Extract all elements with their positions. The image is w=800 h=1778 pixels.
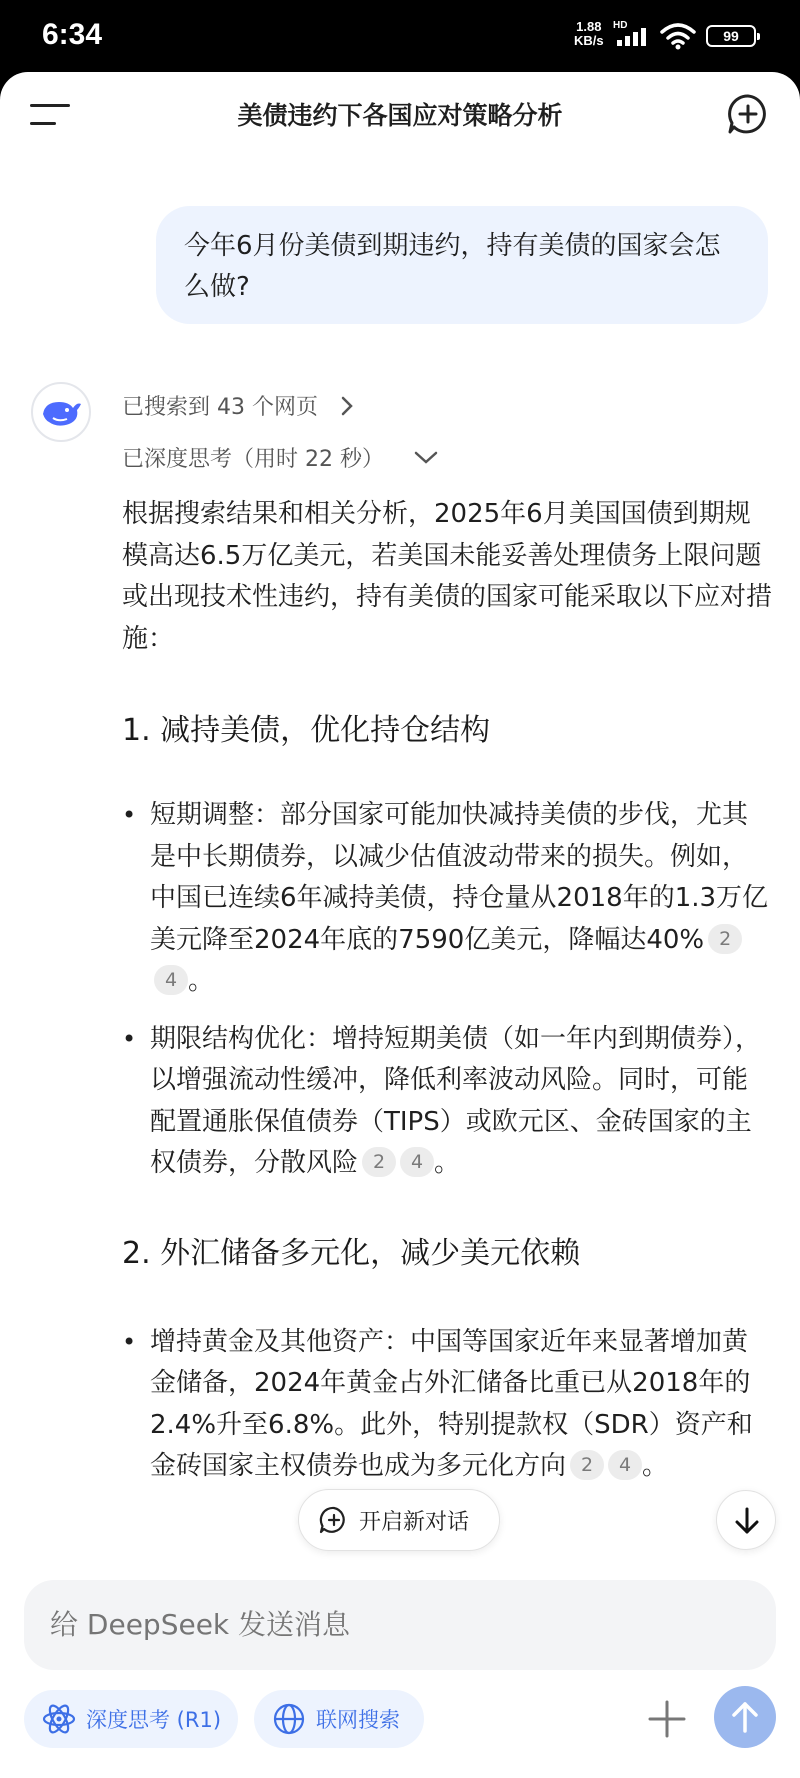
atom-icon [42,1702,76,1736]
think-toggle[interactable] [122,442,439,473]
new-chat-label: 开启新对话 [359,1509,470,1535]
new-chat-button[interactable] [298,1489,500,1551]
list-item: • 短期调整：部分国家可能加快减持美债的步伐，尤其是中长期债券，以减少估值波动带来的损失。例如，中国已连续6年减持美债，持仓量从2018年的1.3万亿美元降至2024年底的7590亿美元，降幅达40% 24 。 [122,795,772,1003]
web-search-toggle[interactable] [254,1690,424,1748]
arrow-up-icon [729,1700,761,1734]
signal-icon [617,28,651,46]
globe-icon [272,1702,306,1736]
battery-icon: 99 [706,25,756,47]
hd-label: HD [613,20,628,31]
web-search-label: 联网搜索 [316,1708,400,1732]
citation-badge[interactable]: 2 [708,924,742,954]
search-results-toggle[interactable] [122,390,355,421]
chat-app [0,72,800,1778]
list-item: • 增持黄金及其他资产：中国等国家近年来显著增加黄金储备，2024年黄金占外汇储备比重已从2018年的2.4%升至6.8%。此外，特别提款权（SDR）资产和金砖国家主权债券也成为多元化方向 2 4 。 [122,1322,772,1488]
list-item: • 期限结构优化：增持短期美债（如一年内到期债券），以增强流动性缓冲，降低利率波动风险。同时，可能配置通胀保值债券（TIPS）或欧元区、金砖国家的主权债券，分散风险 2 4 。 [122,1019,772,1185]
top-bar [0,72,800,162]
page-title: 美债违约下各国应对策略分析 [237,101,563,130]
citation-badge[interactable]: 4 [400,1147,434,1177]
section-heading-2: 2. 外汇储备多元化，减少美元依赖 [122,1235,581,1271]
net-speed-unit: KB/s [574,33,604,48]
answer-intro: 根据搜索结果和相关分析，2025年6月美国国债到期规模高达6.5万亿美元，若美国未能妥善处理债务上限问题或出现技术性违约，持有美债的国家可能采取以下应对措施： [122,499,773,654]
wifi-icon [660,22,696,50]
section-list-1 [122,795,772,1185]
message-input[interactable] [24,1580,776,1670]
deepseek-avatar [31,382,91,442]
plus-icon[interactable] [646,1698,688,1740]
citation-badge[interactable]: 4 [608,1450,642,1480]
deep-think-toggle[interactable] [24,1690,238,1748]
citation-badge[interactable]: 4 [154,965,188,995]
section-list-2 [122,1322,772,1488]
citation-badge[interactable]: 2 [570,1450,604,1480]
user-message-bubble: 今年6月份美债到期违约，持有美债的国家会怎么做? [156,206,768,324]
think-summary: 已深度思考（用时 22 秒） [122,447,384,472]
status-time: 6:34 [42,18,103,51]
status-bar [0,0,800,72]
new-chat-icon [319,1505,349,1535]
arrow-down-icon [732,1506,762,1536]
section-heading-1: 1. 减持美债，优化持仓结构 [122,713,491,748]
assistant-answer [122,494,772,1504]
send-button[interactable] [714,1686,776,1748]
search-summary: 已搜索到 43 个网页 [122,395,318,420]
new-chat-icon[interactable] [726,92,770,136]
whale-logo-icon [33,384,89,440]
net-speed-value: 1.88 [576,19,602,34]
net-speed [574,20,604,48]
scroll-down-button[interactable] [716,1490,776,1550]
citation-badge[interactable]: 2 [362,1147,396,1177]
chevron-down-icon [413,450,439,466]
chevron-right-icon [339,395,355,417]
deep-think-label: 深度思考 (R1) [86,1708,222,1732]
